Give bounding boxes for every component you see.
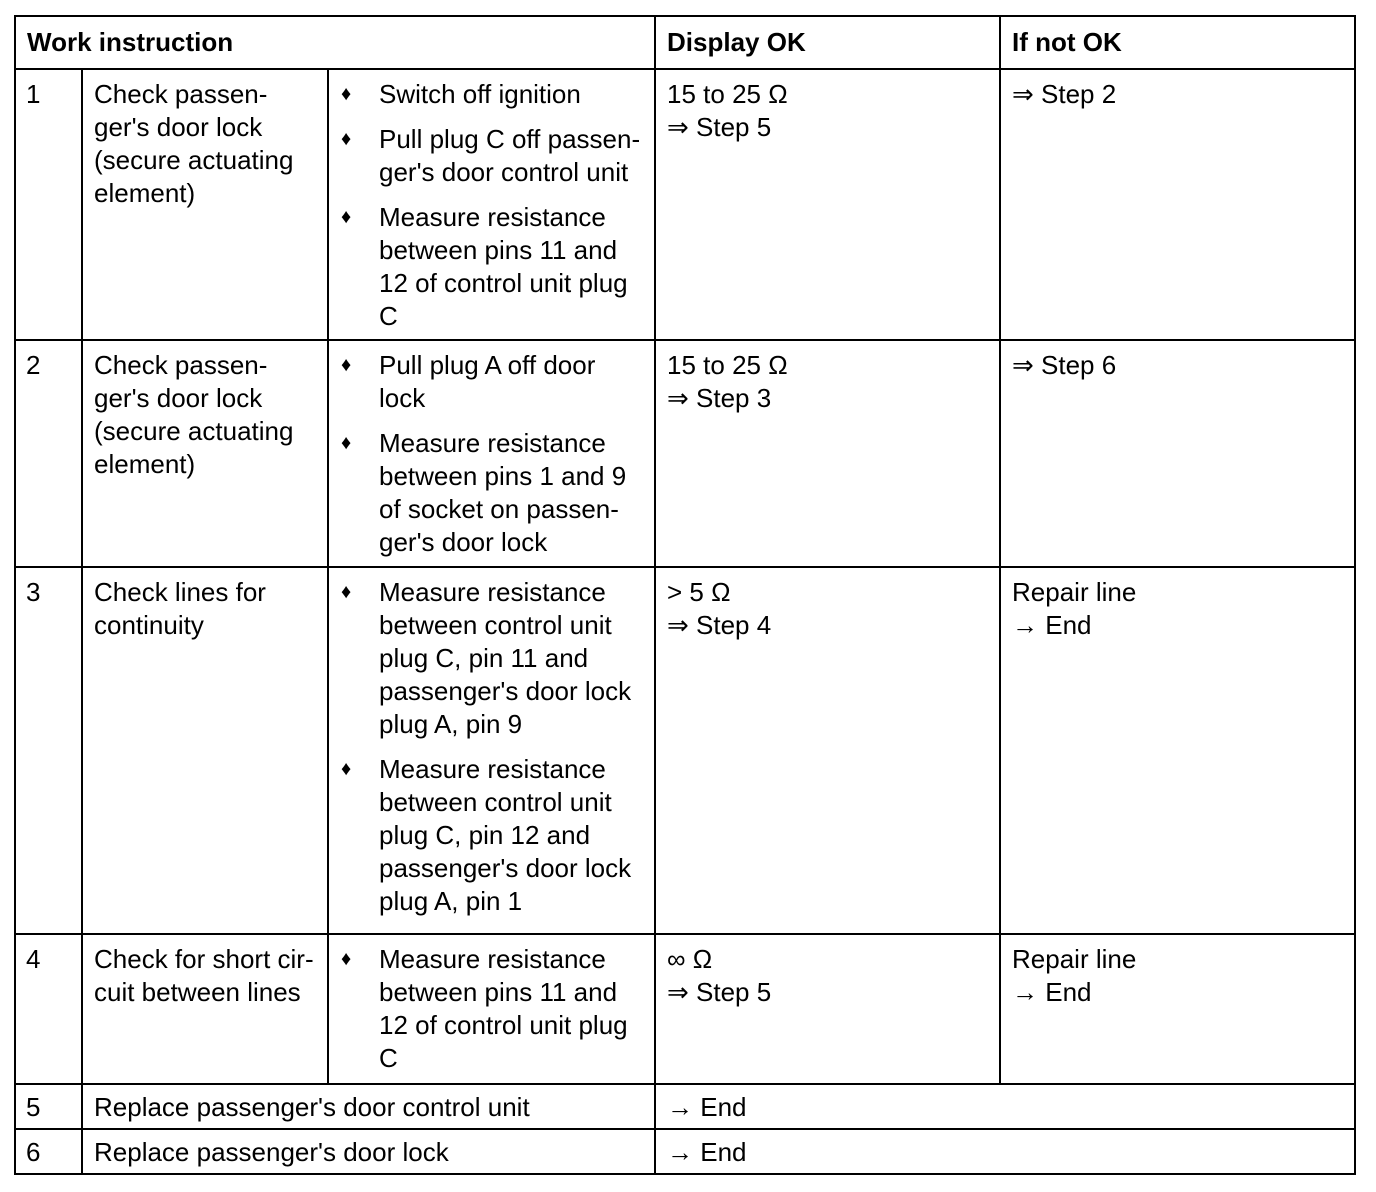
procedure-steps: [328, 934, 655, 1084]
text-line: C: [379, 301, 398, 331]
text-line: 12 of control unit plug: [379, 1010, 628, 1040]
procedure-step: [341, 427, 648, 559]
text-line: (secure actuating: [94, 145, 294, 175]
procedure-steps: [328, 69, 655, 340]
if-not-ok-value: [1000, 934, 1355, 1084]
check-description: [82, 567, 328, 934]
text-line: Repair line: [1012, 577, 1137, 607]
text-line: ∞ Ω: [667, 944, 713, 974]
diamond-bullet-icon: ♦: [341, 128, 352, 150]
action-description: Replace passenger's door control unit: [82, 1084, 655, 1129]
header-if-not-ok: If not OK: [1000, 16, 1355, 69]
text-line: 15 to 25 Ω: [667, 350, 788, 380]
text-line: Measure resistance: [379, 944, 606, 974]
procedure-step-text: [379, 576, 648, 741]
diamond-bullet-icon: ♦: [341, 948, 352, 970]
procedure-step-text: [379, 753, 648, 918]
procedure-step-text: [379, 201, 648, 333]
step-number: 5: [15, 1084, 82, 1129]
procedure-step: [341, 201, 648, 333]
procedure-step: [341, 349, 648, 415]
text-line: of socket on passen-: [379, 494, 619, 524]
if-not-ok-value: [1000, 69, 1355, 340]
text-line: element): [94, 178, 196, 208]
text-line: plug C, pin 12 and: [379, 820, 591, 850]
diamond-bullet-icon: ♦: [341, 758, 352, 780]
step-number: 2: [15, 340, 82, 567]
display-ok-value: [655, 340, 1000, 567]
procedure-steps: [328, 567, 655, 934]
text-line: ger's door lock: [379, 527, 548, 557]
table-row: [15, 69, 1355, 340]
text-line: C: [379, 1043, 398, 1073]
text-line: → End: [1012, 610, 1092, 640]
text-line: element): [94, 449, 196, 479]
work-instruction-table: [14, 15, 1356, 1175]
text-line: between pins 1 and 9: [379, 461, 627, 491]
text-line: Measure resistance: [379, 202, 606, 232]
text-line: → End: [1012, 977, 1092, 1007]
step-number: 3: [15, 567, 82, 934]
header-row: [15, 16, 1355, 69]
text-line: Check passen-: [94, 350, 268, 380]
text-line: Switch off ignition: [379, 79, 581, 109]
step-number: 4: [15, 934, 82, 1084]
text-line: Measure resistance: [379, 577, 606, 607]
text-line: Check lines for: [94, 577, 266, 607]
display-ok-value: [655, 69, 1000, 340]
header-display-ok: Display OK: [655, 16, 1000, 69]
text-line: Pull plug C off passen-: [379, 124, 641, 154]
text-line: (secure actuating: [94, 416, 294, 446]
text-line: Measure resistance: [379, 428, 606, 458]
procedure-step-text: [379, 123, 648, 189]
procedure-step-text: [379, 943, 648, 1075]
diamond-bullet-icon: ♦: [341, 581, 352, 603]
diamond-bullet-icon: ♦: [341, 432, 352, 454]
check-description: [82, 340, 328, 567]
diamond-bullet-icon: ♦: [341, 354, 352, 376]
text-line: plug A, pin 1: [379, 886, 523, 916]
text-line: between pins 11 and: [379, 977, 618, 1007]
text-line: ⇒ Step 6: [1012, 350, 1117, 380]
text-line: Pull plug A off door: [379, 350, 596, 380]
text-line: passenger's door lock: [379, 853, 632, 883]
table-row: [15, 1129, 1355, 1174]
text-line: passenger's door lock: [379, 676, 632, 706]
text-line: ⇒ Step 5: [667, 112, 772, 142]
procedure-step-text: [379, 349, 648, 415]
step-number: 6: [15, 1129, 82, 1174]
if-not-ok-value: [1000, 340, 1355, 567]
text-line: Check for short cir-: [94, 944, 314, 974]
procedure-step: [341, 943, 648, 1075]
text-line: between pins 11 and: [379, 235, 618, 265]
text-line: lock: [379, 383, 426, 413]
procedure-step: [341, 123, 648, 189]
procedure-step: [341, 576, 648, 741]
text-line: 15 to 25 Ω: [667, 79, 788, 109]
text-line: plug C, pin 11 and: [379, 643, 589, 673]
check-description: [82, 934, 328, 1084]
procedure-step: [341, 78, 648, 111]
text-line: between control unit: [379, 610, 612, 640]
check-description: [82, 69, 328, 340]
diamond-bullet-icon: ♦: [341, 83, 352, 105]
text-line: cuit between lines: [94, 977, 301, 1007]
table-row: [15, 934, 1355, 1084]
header-work-instruction: Work instruction: [15, 16, 655, 69]
text-line: ⇒ Step 3: [667, 383, 772, 413]
procedure-step: [341, 753, 648, 918]
text-line: ger's door lock: [94, 383, 263, 413]
display-ok-value: [655, 934, 1000, 1084]
text-line: 12 of control unit plug: [379, 268, 628, 298]
text-line: continuity: [94, 610, 204, 640]
action-result: → End: [655, 1129, 1355, 1174]
text-line: ger's door control unit: [379, 157, 629, 187]
procedure-steps: [328, 340, 655, 567]
text-line: ⇒ Step 2: [1012, 79, 1117, 109]
text-line: Measure resistance: [379, 754, 606, 784]
text-line: ⇒ Step 4: [667, 610, 772, 640]
text-line: > 5 Ω: [667, 577, 731, 607]
text-line: between control unit: [379, 787, 612, 817]
procedure-step-text: [379, 78, 648, 111]
text-line: plug A, pin 9: [379, 709, 523, 739]
diamond-bullet-icon: ♦: [341, 206, 352, 228]
table-row: [15, 340, 1355, 567]
step-number: 1: [15, 69, 82, 340]
text-line: Check passen-: [94, 79, 268, 109]
text-line: ger's door lock: [94, 112, 263, 142]
table-row: [15, 567, 1355, 934]
text-line: ⇒ Step 5: [667, 977, 772, 1007]
table-row: [15, 1084, 1355, 1129]
procedure-step-text: [379, 427, 648, 559]
display-ok-value: [655, 567, 1000, 934]
if-not-ok-value: [1000, 567, 1355, 934]
action-description: Replace passenger's door lock: [82, 1129, 655, 1174]
text-line: Repair line: [1012, 944, 1137, 974]
action-result: → End: [655, 1084, 1355, 1129]
